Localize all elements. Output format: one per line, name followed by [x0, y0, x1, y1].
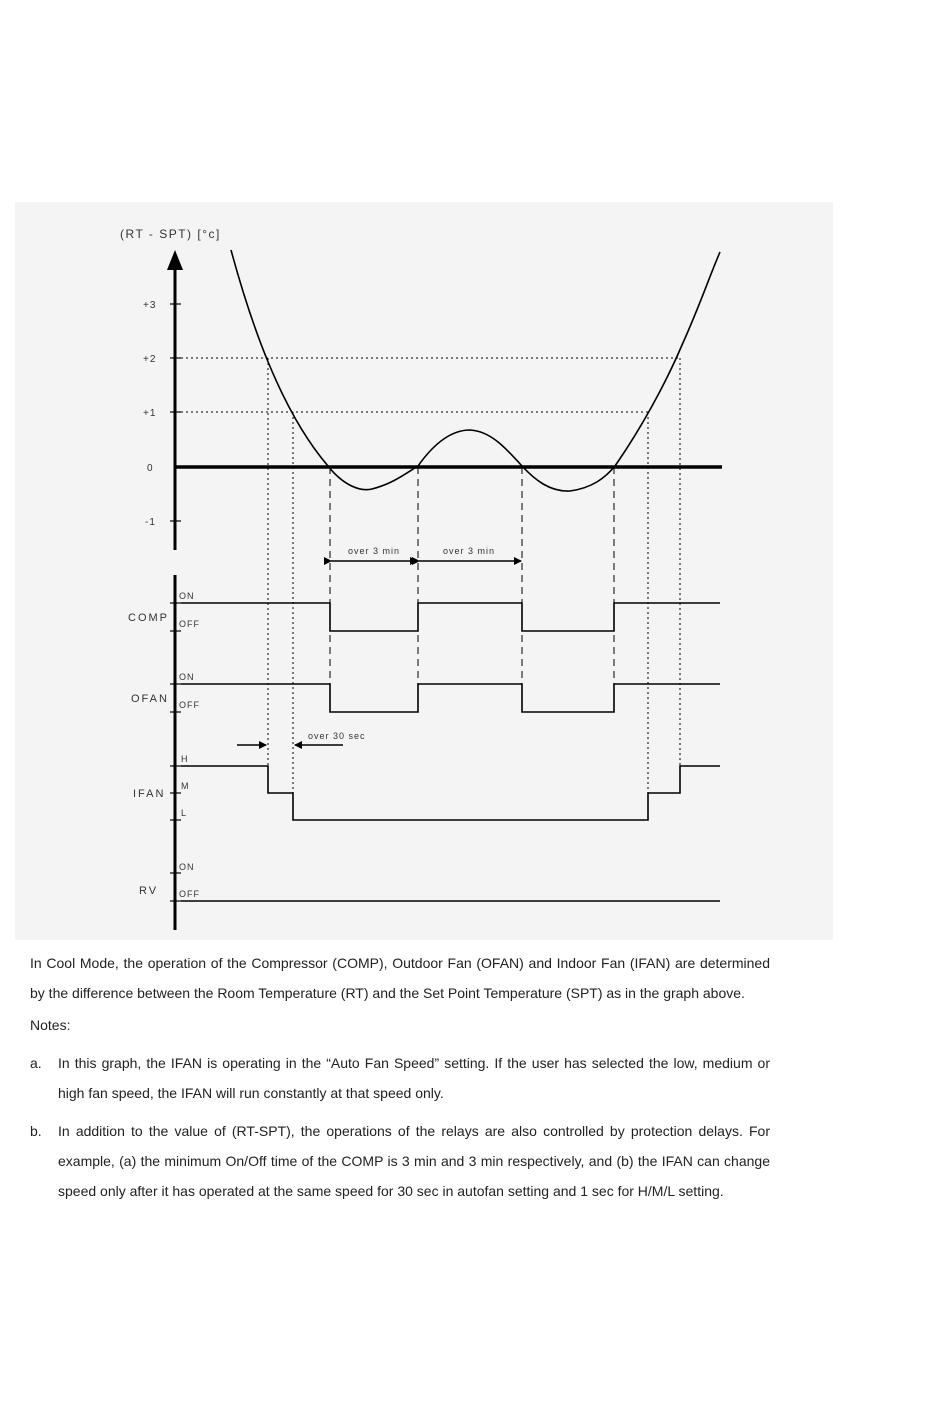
level-label-l: L [181, 808, 188, 818]
note-label: a. [30, 1055, 42, 1071]
ifan-waveform [181, 766, 720, 820]
y-tick-label: +2 [143, 354, 157, 365]
note-item [30, 1048, 770, 1108]
delay-label-2: over 3 min [443, 546, 496, 556]
timing-diagram-panel [15, 202, 833, 940]
y-axis-title: (RT - SPT) [°c] [120, 227, 221, 241]
level-label-m: M [181, 781, 190, 791]
y-tick-label: 0 [147, 463, 154, 474]
signal-label-ofan: OFAN [131, 693, 169, 705]
level-label-on: ON [179, 862, 195, 872]
comp-guide-lines [330, 467, 614, 710]
y-axis-arrow [167, 250, 183, 270]
level-label-off: OFF [179, 889, 200, 899]
signal-label-comp: COMP [128, 612, 169, 624]
ifan-delay-label: over 30 sec [308, 731, 366, 741]
note-text: In addition to the value of (RT-SPT), the operations of the relays are also controlled by protection delays. For example, (a) the minimum On/Off time of the COMP is 3 min and 3 min respectively, and (b) the IFAN can change speed only after it has operated at the same speed for 30 sec in autofan setting and 1 sec for H/M/L setting. [58, 1123, 770, 1199]
level-label-off: OFF [179, 619, 200, 629]
intro-paragraph: In Cool Mode, the operation of the Compressor (COMP), Outdoor Fan (OFAN) and Indoor Fan (IFAN) are determined by the difference between the Room Temperature (RT) and the Set Point Temperature (SPT) as in the graph above. [30, 955, 770, 1001]
y-tick-label: +1 [143, 408, 157, 419]
note-label: b. [30, 1123, 42, 1139]
y-tick-label: +3 [143, 300, 157, 311]
y-tick-label: -1 [145, 517, 156, 528]
ofan-waveform [181, 684, 720, 712]
signal-label-ifan: IFAN [133, 788, 166, 800]
note-item [30, 1116, 770, 1206]
delay-label-1: over 3 min [348, 546, 401, 556]
level-label-on: ON [179, 672, 195, 682]
timing-diagram [15, 202, 833, 940]
description-text [30, 948, 770, 1206]
temperature-curve [231, 250, 720, 491]
level-label-on: ON [179, 591, 195, 601]
note-text: In this graph, the IFAN is operating in the “Auto Fan Speed” setting. If the user has selected the low, medium or high fan speed, the IFAN will run constantly at that speed only. [58, 1055, 770, 1101]
level-label-h: H [181, 754, 189, 764]
level-label-off: OFF [179, 700, 200, 710]
comp-waveform [181, 603, 720, 631]
signal-label-rv: RV [139, 885, 159, 897]
notes-title: Notes: [30, 1017, 71, 1033]
